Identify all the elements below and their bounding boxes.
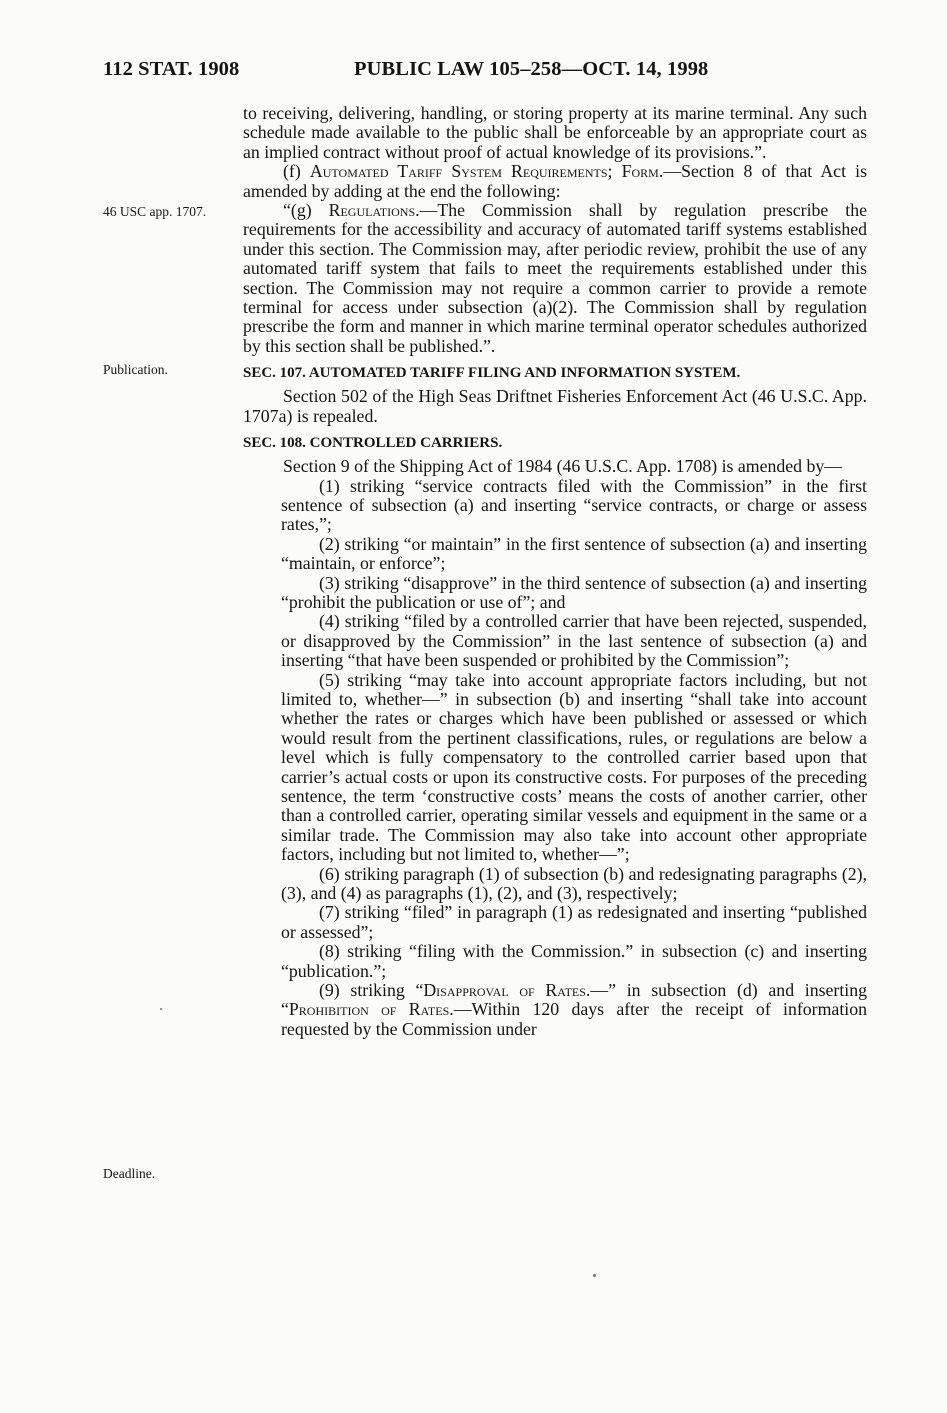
continued-paragraph: to receiving, delivering, handling, or storing property at its marine terminal. Any such schedule made available to the public shall be enforceable by an appropriate court as an implied contract without proof of actual knowledge of its provisions.”.: [243, 103, 867, 162]
subsection-g: “(g) Regulations.—The Commission shall by regulation prescribe the requirements for the accessibility and accuracy of automated tariff systems established under this section. The Commission may, after periodic review, prohibit the use of any automated tariff system that fails to meet the requirements established under this section. The Commission may not require a common carrier to provide a remote terminal for access under subsection (a)(2). The Commission shall by regulation prescribe the form and manner in which marine terminal operator schedules authorized by this section shall be published.”.: [243, 200, 867, 356]
list-item: (3) striking “disapprove” in the third sentence of subsection (a) and inserting “prohibit the publication or use of”; and: [281, 572, 867, 612]
section-108-heading: SEC. 108. CONTROLLED CARRIERS.: [243, 435, 503, 452]
list-item: (2) striking “or maintain” in the first sentence of subsection (a) and inserting “maintain, or enforce”;: [281, 533, 867, 574]
margin-note-usc: 46 USC app. 1707.: [103, 204, 207, 219]
subsection-f-heading: Automated Tariff System Requirements; Form.: [309, 161, 664, 182]
section-107-text: Section 502 of the High Seas Driftnet Fisheries Enforcement Act (46 U.S.C. App. 1707a) is repealed.: [243, 386, 867, 426]
section-107-heading: SEC. 107. AUTOMATED TARIFF FILING AND INFORMATION SYSTEM.: [243, 365, 741, 382]
list-item: (8) striking “filing with the Commission.” in subsection (c) and inserting “publication.”;: [281, 941, 867, 981]
scan-speck: [160, 1008, 162, 1010]
scan-speck: [593, 1274, 596, 1277]
list-item-9: (9) striking “Disapproval of Rates.—” in subsection (d) and inserting “Prohibition of Rates.—Within 120 days after the receipt of information requested by the Commission under: [281, 980, 868, 1039]
subsection-f: (f) Automated Tariff System Requirements; Form.—Section 8 of that Act is amended by adding at the end the following:: [243, 161, 868, 201]
list-item: (1) striking “service contracts filed with the Commission” in the first sentence of subsection (a) and inserting “service contracts, or charge or assess rates,”;: [281, 475, 867, 535]
margin-note-publication: Publication.: [103, 362, 168, 377]
law-reference: PUBLIC LAW 105–258—OCT. 14, 1998: [354, 58, 709, 80]
list-item: (4) striking “filed by a controlled carrier that have been rejected, suspended, or disapproved by the Commission” in the last sentence of subsection (a) and inserting “that have been suspended or prohibited by the Commission”;: [281, 611, 867, 671]
body-text: [243, 104, 867, 1039]
list-item: (5) striking “may take into account appropriate factors including, but not limited to, whether—” in subsection (b) and inserting “shall take into account whether the rates or charges which have been published or assessed or which would result from the pertinent classifications, rules, or regulations are below a level which is fully compensatory to the controlled carrier based upon that carrier’s actual costs or upon its constructive costs. For purposes of the preceding sentence, the term ‘constructive costs’ means the costs of another carrier, other than a controlled carrier, operating similar vessels and equipment in the same or a similar trade. The Commission may also take into account other appropriate factors, including but not limited to, whether—”;: [281, 669, 867, 865]
page-reference: 112 STAT. 1908: [103, 58, 240, 80]
list-item: (7) striking “filed” in paragraph (1) as redesignated and inserting “published or assessed”;: [281, 902, 867, 942]
section-108-intro: Section 9 of the Shipping Act of 1984 (46 U.S.C. App. 1708) is amended by—: [283, 456, 843, 477]
list-item: (6) striking paragraph (1) of subsection (b) and redesignating paragraphs (2), (3), and (4) as paragraphs (1), (2), and (3), respectively;: [281, 863, 867, 904]
margin-note-deadline: Deadline.: [103, 1166, 156, 1181]
subsection-g-heading: Regulations.: [328, 200, 420, 221]
